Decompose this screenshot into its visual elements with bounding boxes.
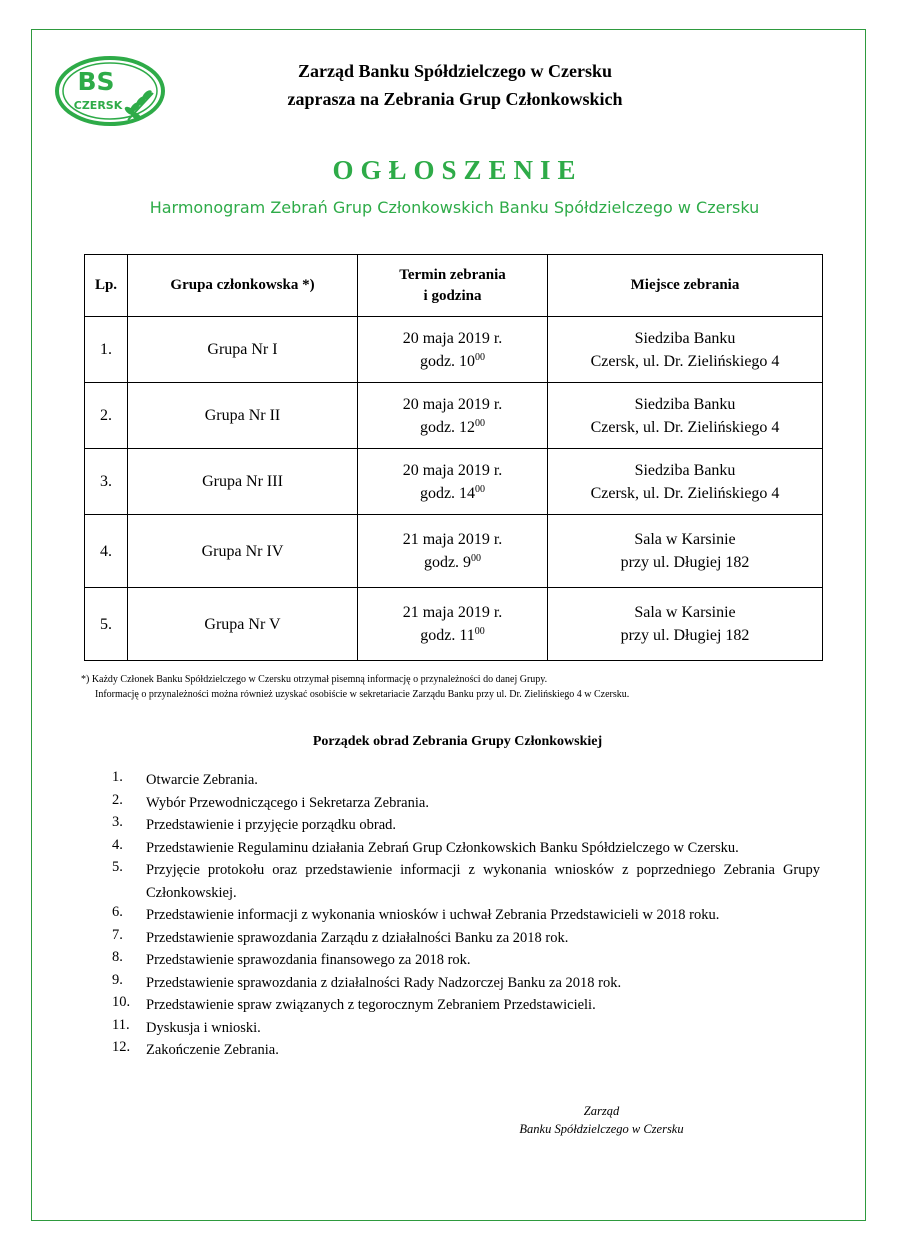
header-lp: Lp. — [85, 255, 128, 317]
item-text: Przedstawienie informacji z wykonania wniosków i uchwał Zebrania Przedstawicieli w 2018 roku. — [146, 907, 720, 923]
item-number: 3. — [112, 814, 123, 830]
table-row — [85, 515, 823, 588]
time-hour: 14 — [459, 484, 476, 502]
signature-line-1: Zarząd — [583, 1104, 620, 1118]
row-place-line-1: Sala w Karsinie — [634, 531, 736, 548]
agenda-list — [112, 769, 820, 1062]
row-place-line-2: Czersk, ul. Dr. Zielińskiego 4 — [590, 484, 780, 502]
row-group: Grupa Nr I — [128, 317, 358, 383]
item-number: 11. — [112, 1016, 130, 1033]
row-date — [358, 588, 548, 661]
row-lp: 2. — [85, 383, 128, 449]
row-date-day: 20 maja 2019 r. — [402, 329, 503, 347]
row-group: Grupa Nr III — [128, 449, 358, 515]
time-hour: 12 — [459, 418, 476, 436]
row-place-line-2: przy ul. Długiej 182 — [620, 554, 750, 571]
item-text: Zakończenie Zebrania. — [146, 1042, 279, 1058]
header-line-2: zaprasza na Zebrania Grup Członkowskich — [287, 89, 623, 109]
list-item — [112, 792, 820, 815]
row-date-time — [358, 624, 547, 647]
item-text: Przedstawienie sprawozdania finansowego za 2018 rok. — [146, 952, 471, 968]
row-date-day: 21 maja 2019 r. — [402, 604, 503, 621]
logo-bs-text: BS — [77, 67, 115, 96]
announcement-subtitle: Harmonogram Zebrań Grup Członkowskich Banku Spółdzielczego w Czersku — [149, 198, 760, 217]
footnote — [81, 672, 841, 702]
logo-czersk-text: CZERSK — [73, 99, 123, 112]
item-number: 9. — [112, 971, 123, 988]
item-number: 10. — [112, 994, 131, 1010]
time-prefix: godz. — [419, 352, 456, 370]
meeting-schedule-table — [84, 254, 823, 661]
list-item — [112, 1039, 820, 1062]
header-date-line-2: i godzina — [423, 287, 482, 304]
row-place — [548, 317, 823, 383]
list-item — [112, 814, 820, 837]
item-number: 7. — [112, 926, 123, 943]
list-item — [112, 859, 820, 904]
time-hour: 10 — [459, 352, 476, 370]
row-place-line-1: Siedziba Banku — [634, 329, 736, 347]
row-lp: 3. — [85, 449, 128, 515]
table-row — [85, 317, 823, 383]
table-row — [85, 383, 823, 449]
list-item — [112, 927, 820, 950]
list-item — [112, 769, 820, 792]
row-place-line-1: Siedziba Banku — [634, 395, 736, 413]
header-group: Grupa członkowska *) — [128, 255, 358, 317]
row-lp: 1. — [85, 317, 128, 383]
item-number: 12. — [112, 1039, 131, 1055]
item-number: 6. — [112, 904, 123, 920]
header-line-1: Zarząd Banku Spółdzielczego w Czersku — [297, 61, 612, 81]
row-group: Grupa Nr II — [128, 383, 358, 449]
signature — [500, 1102, 703, 1138]
time-prefix: godz. — [419, 418, 456, 436]
time-prefix: godz. — [423, 554, 460, 571]
time-minutes: 00 — [475, 351, 486, 363]
item-text: Przedstawienie sprawozdania Zarządu z działalności Banku za 2018 rok. — [146, 929, 569, 946]
header-place: Miejsce zebrania — [548, 255, 823, 317]
item-text: Przedstawienie i przyjęcie porządku obrad. — [146, 817, 397, 833]
item-text: Dyskusja i wnioski. — [146, 1019, 261, 1036]
list-item — [112, 904, 820, 927]
item-number: 1. — [112, 769, 123, 785]
row-date-time — [358, 482, 547, 505]
row-date — [358, 449, 548, 515]
item-text: Przyjęcie protokołu oraz przedstawienie informacji z wykonania wniosków z poprzedniego Zebrania Grupy Członkowskiej. — [146, 862, 820, 901]
row-date-day: 20 maja 2019 r. — [402, 395, 503, 413]
row-date — [358, 515, 548, 588]
row-date-day: 21 maja 2019 r. — [402, 531, 503, 548]
row-date-day: 20 maja 2019 r. — [402, 461, 503, 479]
item-text: Wybór Przewodniczącego i Sekretarza Zebrania. — [146, 794, 429, 811]
row-place — [548, 383, 823, 449]
time-hour: 9 — [463, 554, 472, 571]
list-item — [112, 972, 820, 995]
row-place — [548, 588, 823, 661]
header-date-line-1: Termin zebrania — [399, 266, 506, 283]
item-text: Przedstawienie spraw związanych z tegorocznym Zebraniem Przedstawicieli. — [146, 997, 596, 1013]
item-text: Otwarcie Zebrania. — [146, 772, 258, 788]
row-place-line-2: Czersk, ul. Dr. Zielińskiego 4 — [590, 418, 780, 436]
footnote-line-1: *) Każdy Członek Banku Spółdzielczego w Czersku otrzymał pisemną informację o przynależności do danej Grupy. — [81, 674, 548, 685]
row-date — [358, 317, 548, 383]
signature-line-2: Banku Spółdzielczego w Czersku — [519, 1122, 684, 1136]
item-number: 8. — [112, 949, 123, 965]
row-date-time — [358, 551, 547, 574]
time-hour: 11 — [459, 627, 475, 644]
row-date — [358, 383, 548, 449]
table-row — [85, 449, 823, 515]
row-place-line-2: Czersk, ul. Dr. Zielińskiego 4 — [590, 352, 780, 370]
time-prefix: godz. — [420, 627, 456, 644]
row-place — [548, 449, 823, 515]
row-place-line-1: Sala w Karsinie — [634, 604, 736, 621]
table-row — [85, 588, 823, 661]
row-group: Grupa Nr IV — [128, 515, 358, 588]
item-number: 2. — [112, 791, 123, 808]
item-number: 4. — [112, 836, 123, 853]
table-header-row — [85, 255, 823, 317]
time-minutes: 00 — [474, 626, 485, 637]
item-text: Przedstawienie sprawozdania z działalności Rady Nadzorczej Banku za 2018 rok. — [146, 974, 622, 991]
row-place-line-1: Siedziba Banku — [634, 461, 736, 479]
list-item — [112, 949, 820, 972]
item-text: Przedstawienie Regulaminu działania Zebrań Grup Członkowskich Banku Spółdzielczego w Czersku. — [146, 839, 739, 856]
announcement-title: OGŁOSZENIE — [332, 155, 583, 185]
footnote-line-2: Informację o przynależności można również uzyskać osobiście w sekretariacie Zarządu Banku przy ul. Dr. Zielińskiego 4 w Czersku. — [95, 689, 630, 700]
list-item — [112, 1017, 820, 1040]
row-place-line-2: przy ul. Długiej 182 — [620, 627, 750, 644]
agenda-title: Porządek obrad Zebrania Grupy Członkowskiej — [312, 734, 603, 749]
header-date — [358, 255, 548, 317]
row-lp: 4. — [85, 515, 128, 588]
row-group: Grupa Nr V — [128, 588, 358, 661]
item-number: 5. — [112, 859, 123, 875]
time-minutes: 00 — [475, 483, 486, 495]
row-date-time — [358, 416, 547, 439]
list-item — [112, 837, 820, 860]
row-place — [548, 515, 823, 588]
time-minutes: 00 — [475, 417, 486, 429]
list-item — [112, 994, 820, 1017]
row-date-time — [358, 350, 547, 373]
time-minutes: 00 — [471, 553, 482, 564]
time-prefix: godz. — [419, 484, 456, 502]
row-lp: 5. — [85, 588, 128, 661]
